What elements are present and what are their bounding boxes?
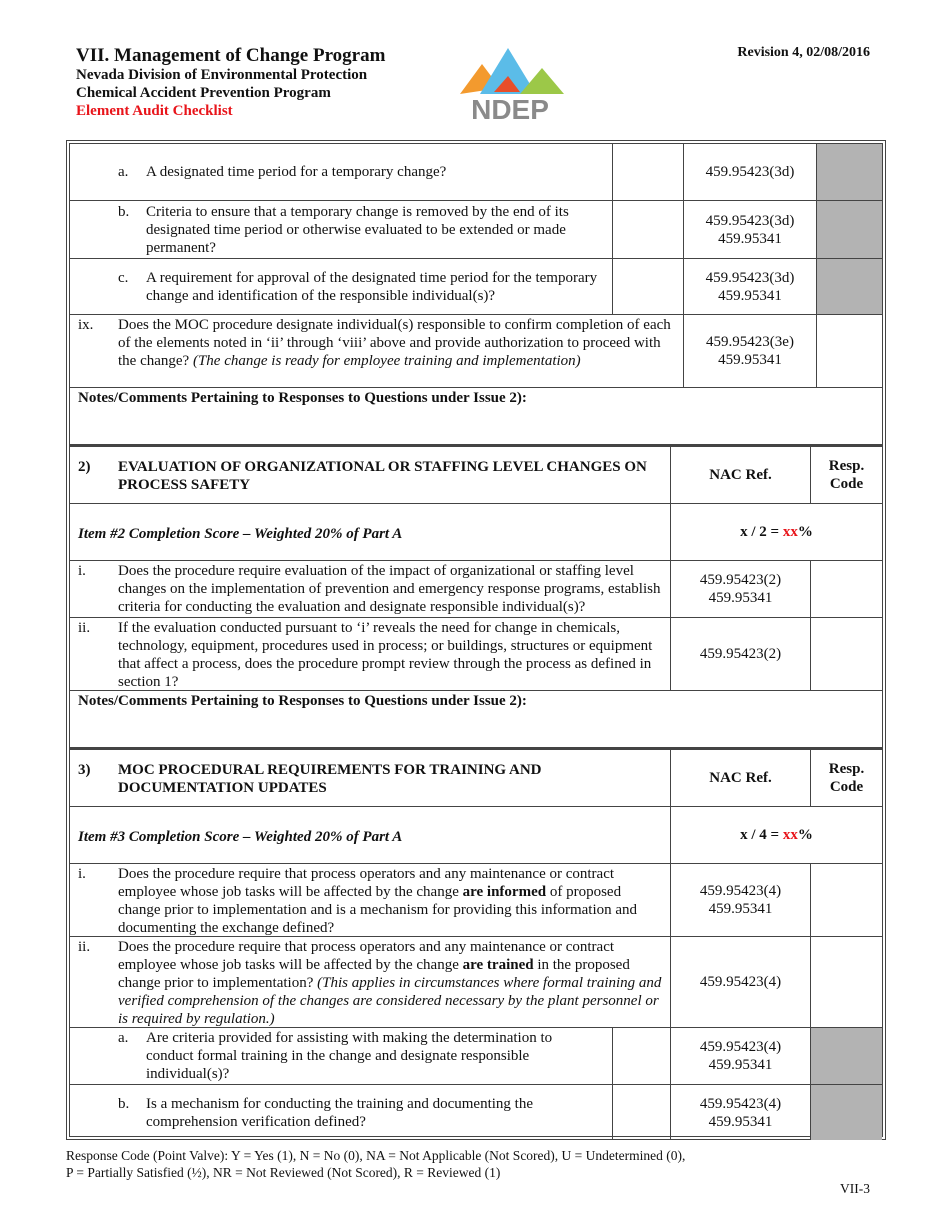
nac-ref-cell: 459.95423(4) 459.95341 [670, 1028, 810, 1084]
notes-label: Notes/Comments Pertaining to Responses to Questions under Issue 2): [78, 693, 527, 709]
nac-ref-cell: 459.95423(4) [670, 937, 810, 1027]
table-row [70, 864, 882, 937]
question-text: Is a mechanism for conducting the training and documenting the comprehension verification defined? [146, 1096, 533, 1130]
section-number: 2) [78, 459, 91, 475]
score-label: Item #2 Completion Score – Weighted 20% of Part A [78, 526, 403, 542]
response-cell[interactable] [810, 937, 882, 1027]
notes-row[interactable] [70, 388, 882, 445]
checklist-table [66, 140, 886, 1140]
table-row [70, 144, 882, 201]
shaded-cell [816, 144, 882, 200]
response-cell[interactable] [612, 201, 683, 258]
nac-ref-cell: 459.95423(3d) 459.95341 [683, 201, 816, 258]
table-row [70, 618, 882, 691]
item-number: b. [118, 204, 130, 220]
response-cell[interactable] [612, 1028, 670, 1084]
section-number: 3) [78, 762, 91, 778]
shaded-cell [816, 201, 882, 258]
table-row [70, 1028, 882, 1085]
response-cell[interactable] [816, 315, 882, 387]
response-cell[interactable] [612, 144, 683, 200]
nac-ref-cell: 459.95423(3d) [683, 144, 816, 200]
question-text: Criteria to ensure that a temporary change is removed by the end of its designated time period or otherwise evaluated to be extended or made permanent? [146, 204, 569, 256]
response-cell[interactable] [810, 561, 882, 617]
section-title: EVALUATION OF ORGANIZATIONAL OR STAFFING LEVEL CHANGES ON PROCESS SAFETY [118, 459, 647, 493]
item-number: i. [78, 563, 86, 579]
score-row [70, 807, 882, 864]
nac-ref-header: NAC Ref. [670, 447, 810, 503]
agency-name: Nevada Division of Environmental Protection [76, 67, 368, 83]
score-label: Item #3 Completion Score – Weighted 20% of Part A [78, 829, 403, 845]
response-cell[interactable] [612, 1085, 670, 1140]
section-header [70, 445, 882, 504]
nac-ref-header: NAC Ref. [670, 750, 810, 806]
item-number: b. [118, 1096, 130, 1112]
program-name: Chemical Accident Prevention Program [76, 85, 331, 101]
item-number: ix. [78, 317, 94, 333]
checklist-name: Element Audit Checklist [76, 103, 233, 119]
resp-code-header: Resp. Code [810, 750, 882, 806]
response-cell[interactable] [810, 618, 882, 690]
item-number: ii. [78, 939, 91, 955]
page-number: VII-3 [840, 1181, 870, 1196]
table-row [70, 937, 882, 1028]
question-text: Does the procedure require that process operators and any maintenance or contract employee whose job tasks will be affected by the change are trained in the proposed change prior to implementation? (This applies in circumstances where formal training and verified comprehension of the changes are considered necessary by the plant personnel or is required by regulation.) [118, 939, 662, 1027]
response-cell[interactable] [810, 864, 882, 936]
notes-row[interactable] [70, 691, 882, 748]
question-text: If the evaluation conducted pursuant to ‘i’ reveals the need for change in chemicals, technology, equipment, procedures used in process; or buildings, structures or equipment that affect a process, does the procedure prompt review through the process as defined in section 1? [118, 620, 653, 690]
score-formula: x / 4 = xx% [670, 807, 882, 863]
item-number: a. [118, 1030, 129, 1046]
table-row [70, 561, 882, 618]
ndep-logo [450, 44, 570, 122]
nac-ref-cell: 459.95423(4) 459.95341 [670, 1085, 810, 1140]
nac-ref-cell: 459.95423(2) [670, 618, 810, 690]
shaded-cell [810, 1028, 882, 1084]
item-number: ii. [78, 620, 91, 636]
item-number: i. [78, 866, 86, 882]
revision-label: Revision 4, 02/08/2016 [737, 45, 870, 60]
section-title: MOC PROCEDURAL REQUIREMENTS FOR TRAINING AND DOCUMENTATION UPDATES [118, 762, 542, 796]
notes-label: Notes/Comments Pertaining to Responses to Questions under Issue 2): [78, 390, 527, 406]
table-row [70, 315, 882, 388]
question-text: Does the procedure require that process operators and any maintenance or contract employee whose job tasks will be affected by the change are informed of proposed change prior to implementation and is a mechanism for providing this information and documenting the exchange defined? [118, 866, 638, 936]
nac-ref-cell: 459.95423(3d) 459.95341 [683, 259, 816, 314]
item-number: a. [118, 164, 129, 180]
table-row [70, 259, 882, 315]
item-number: c. [118, 270, 129, 286]
nac-ref-cell: 459.95423(2) 459.95341 [670, 561, 810, 617]
table-row [70, 201, 882, 259]
shaded-cell [816, 259, 882, 314]
question-text: A requirement for approval of the designated time period for the temporary change and identification of the responsible individual(s)? [146, 270, 598, 304]
question-text: Are criteria provided for assisting with making the determination to conduct formal training in the change and designate responsible individual(s)? [146, 1030, 553, 1082]
question-text: A designated time period for a temporary change? [146, 164, 447, 180]
shaded-cell [810, 1085, 882, 1140]
nac-ref-cell: 459.95423(3e) 459.95341 [683, 315, 816, 387]
response-cell[interactable] [612, 259, 683, 314]
nac-ref-cell: 459.95423(4) 459.95341 [670, 864, 810, 936]
section-header [70, 748, 882, 807]
response-code-legend: Response Code (Point Valve): Y = Yes (1), N = No (0), NA = Not Applicable (Not Scored), U = Undetermined (0), P = Partially Satisfied (½), NR = Not Reviewed (Not Scored), R = Reviewed (1) [66, 1148, 686, 1180]
page-title: VII. Management of Change Program [76, 45, 386, 66]
question-text: Does the procedure require evaluation of the impact of organizational or staffing level changes on the implementation of prevention and emergency response programs, establish criteria for conducting the evaluation and designate responsible individual(s)? [118, 563, 661, 615]
resp-code-header: Resp. Code [810, 447, 882, 503]
table-row [70, 1085, 882, 1140]
score-row [70, 504, 882, 561]
ndep-logo-text: NDEP [471, 94, 549, 122]
question-text: Does the MOC procedure designate individual(s) responsible to confirm completion of each of the elements noted in ‘ii’ through ‘viii’ above and provide authorization to proceed with the change? (The change is ready for employee training and implementation) [118, 317, 671, 369]
score-formula: x / 2 = xx% [670, 504, 882, 560]
